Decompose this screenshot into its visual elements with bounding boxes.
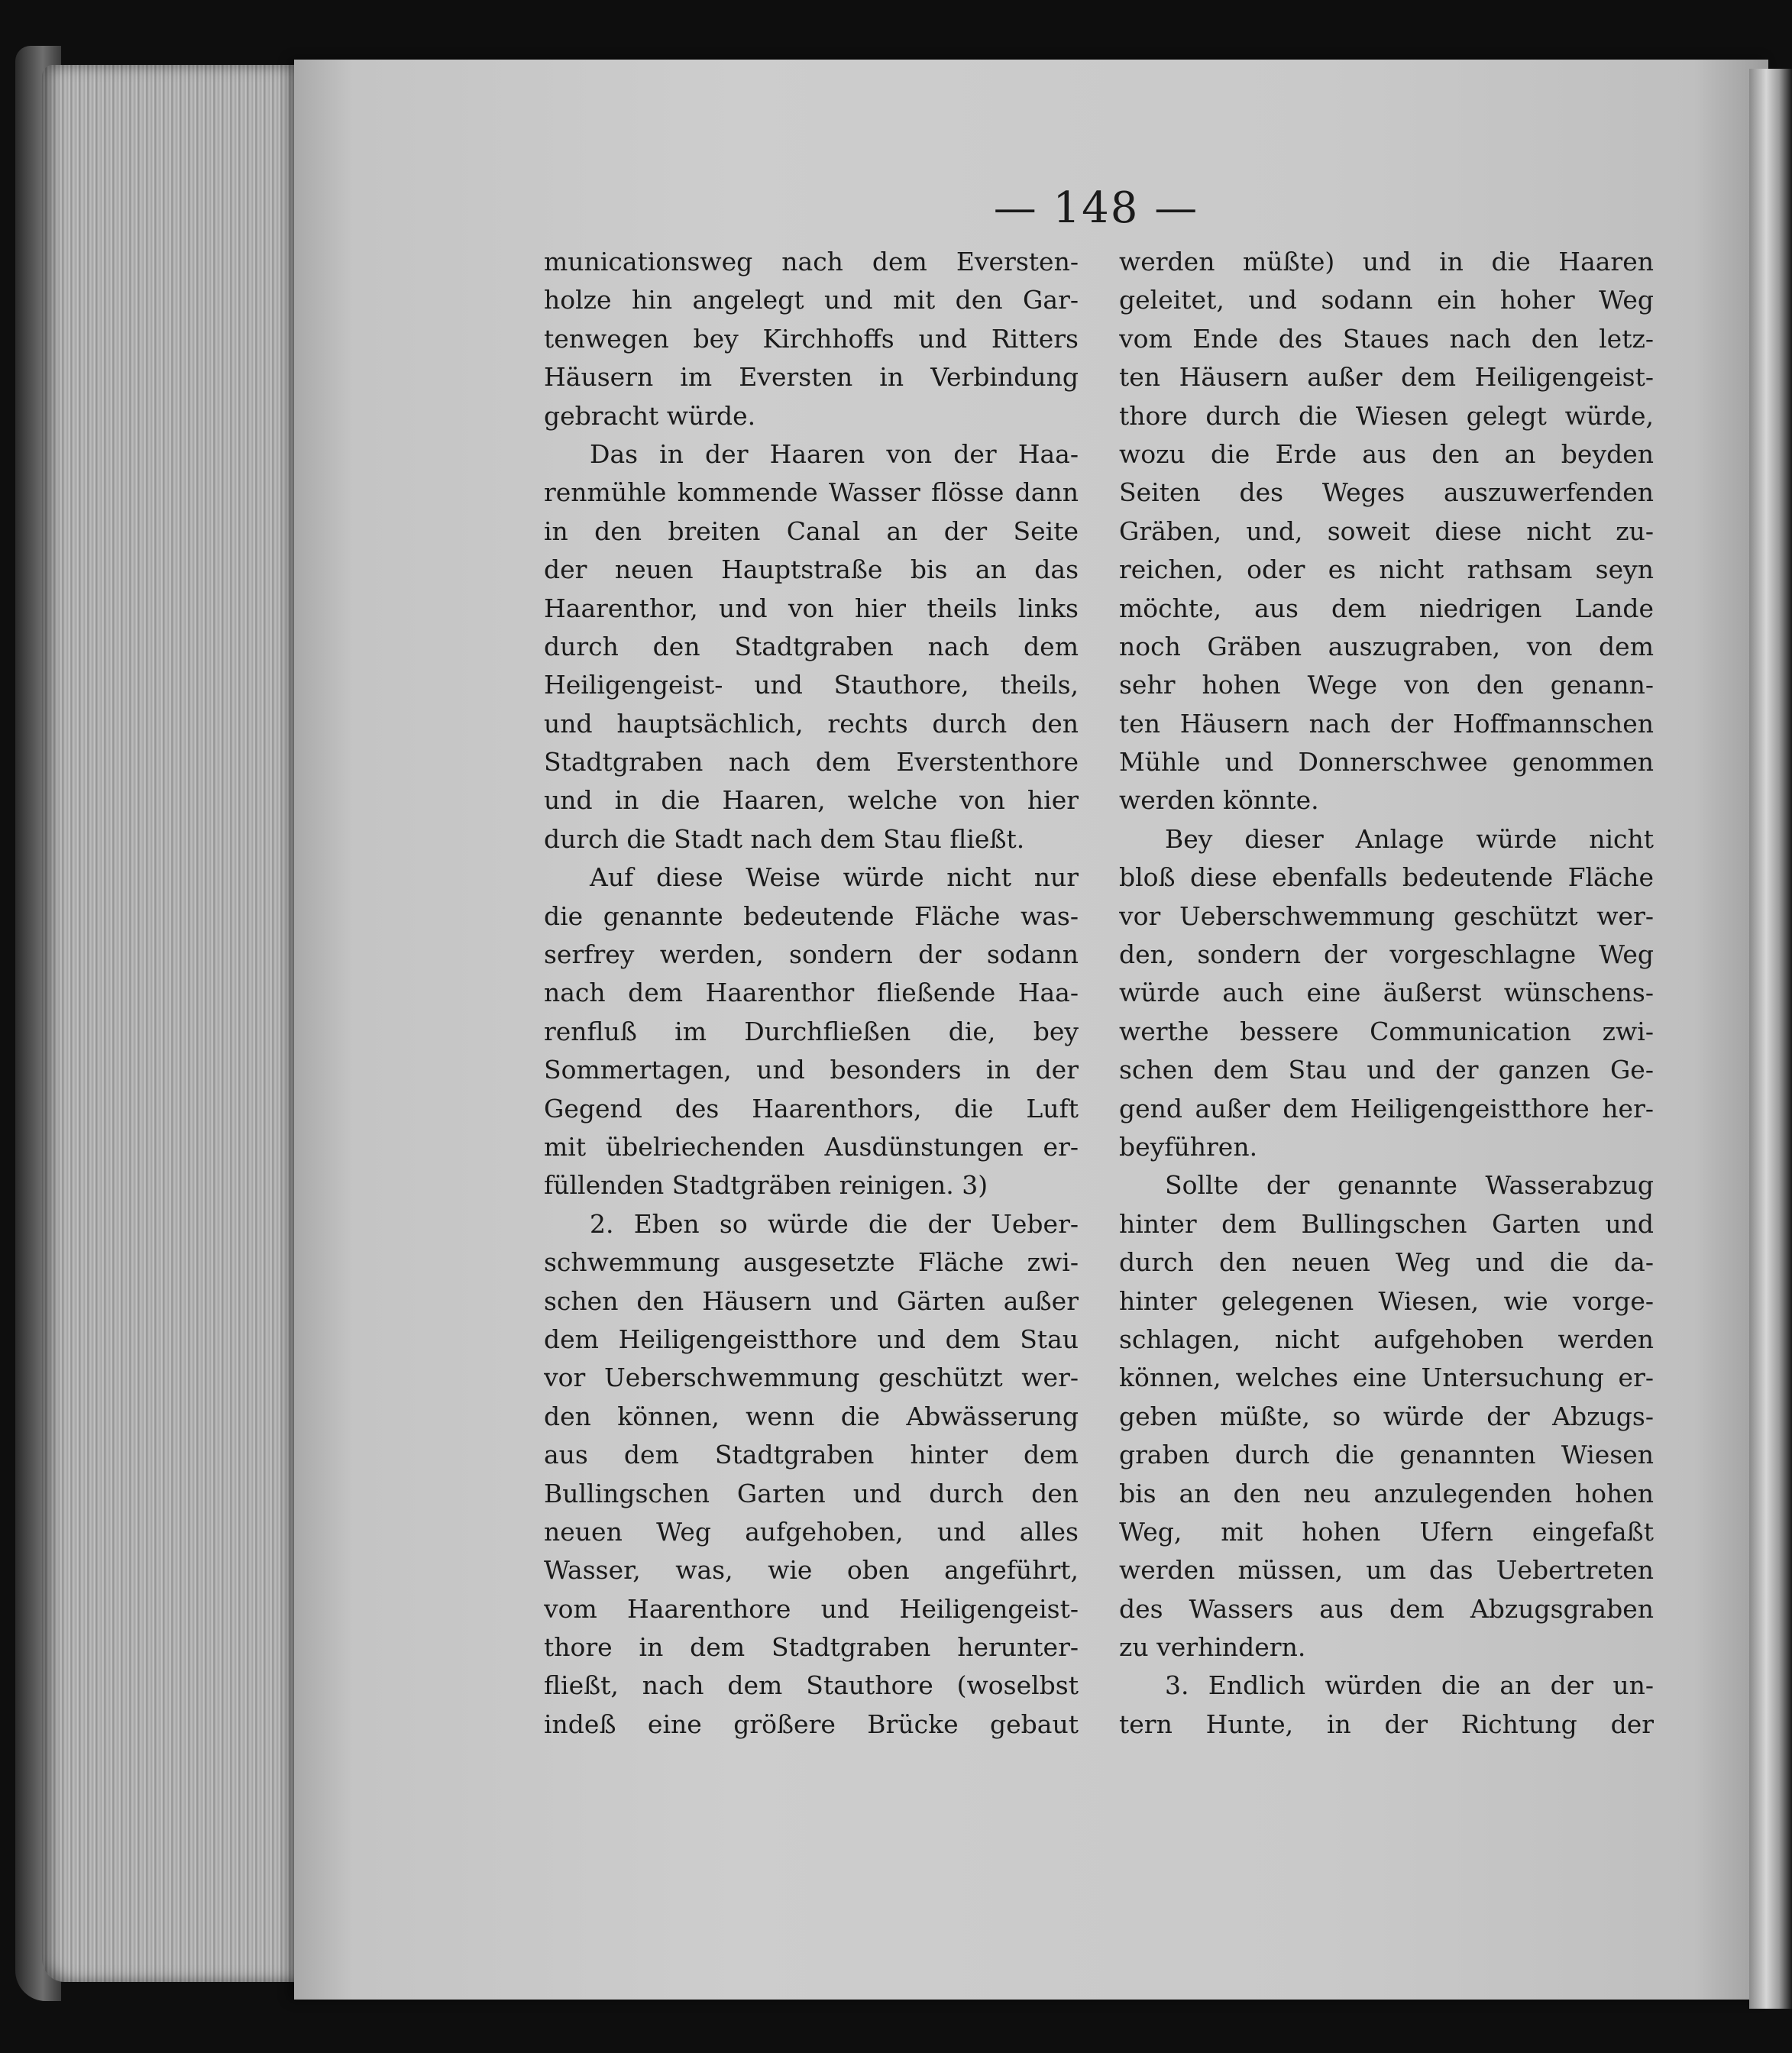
text-line: des Wassers aus dem Abzugsgraben (1119, 1593, 1654, 1624)
text-line: aus dem Stadtgraben hinter dem (544, 1440, 1079, 1470)
text-line: renmühle kommende Wasser flösse dann (544, 477, 1079, 508)
text-line: Seiten des Weges auszuwerfenden (1119, 477, 1654, 508)
text-line: geben müßte, so würde der Abzugs- (1119, 1401, 1654, 1431)
right-text-column (1119, 243, 1654, 1744)
text-line: Bullingschen Garten und durch den (544, 1478, 1079, 1508)
text-line: werthe bessere Communication zwi- (1119, 1016, 1654, 1046)
text-line: holze hin angelegt und mit den Gar- (544, 285, 1079, 315)
text-line: durch den neuen Weg und die da- (1119, 1247, 1654, 1278)
text-line: hinter dem Bullingschen Garten und (1119, 1208, 1654, 1239)
text-line: 2. Eben so würde die der Ueber- (590, 1208, 1079, 1239)
text-line: durch den Stadtgraben nach dem (544, 631, 1079, 661)
text-line: schwemmung ausgesetzte Fläche zwi- (544, 1247, 1079, 1278)
text-line: den, sondern der vorgeschlagne Weg (1119, 939, 1654, 970)
text-line: Sommertagen, und besonders in der (544, 1055, 1079, 1085)
text-line: tern Hunte, in der Richtung der (1119, 1709, 1654, 1739)
text-line: schen den Häusern und Gärten außer (544, 1285, 1079, 1316)
text-line: Gegend des Haarenthors, die Luft (544, 1093, 1079, 1123)
text-line: beyführen. (1119, 1131, 1258, 1162)
text-line: gend außer dem Heiligengeistthore her- (1119, 1093, 1654, 1123)
text-line: thore in dem Stadtgraben herunter- (544, 1632, 1079, 1663)
text-line: bloß diese ebenfalls bedeutende Fläche (1119, 862, 1654, 893)
text-line: renfluß im Durchfließen die, bey (544, 1016, 1079, 1046)
text-line: vor Ueberschwemmung geschützt wer- (1119, 900, 1654, 931)
text-line: würde auch eine äußerst wünschens- (1119, 978, 1654, 1008)
page-stack-edges (42, 65, 294, 1982)
left-text-column (544, 243, 1079, 1744)
text-line: geleitet, und sodann ein hoher Weg (1119, 285, 1654, 315)
text-line: ten Häusern nach der Hoffmannschen (1119, 708, 1654, 739)
text-line: Heiligengeist- und Stauthore, theils, (544, 670, 1079, 700)
right-page-edge (1749, 69, 1792, 2009)
text-line: indeß eine größere Brücke gebaut (544, 1709, 1079, 1739)
text-line: Auf diese Weise würde nicht nur (590, 862, 1079, 893)
text-line: serfrey werden, sondern der sodann (544, 939, 1079, 970)
text-line: tenwegen bey Kirchhoffs und Ritters (544, 323, 1079, 354)
text-line: vom Haarenthore und Heiligengeist- (544, 1593, 1079, 1624)
text-line: hinter gelegenen Wiesen, wie vorge- (1119, 1285, 1654, 1316)
text-line: dem Heiligengeistthore und dem Stau (544, 1324, 1079, 1354)
text-line: vom Ende des Staues nach den letz- (1119, 323, 1654, 354)
text-line: Haarenthor, und von hier theils links (544, 593, 1079, 623)
text-line: den können, wenn die Abwässerung (544, 1401, 1079, 1431)
text-line: die genannte bedeutende Fläche was- (544, 900, 1079, 931)
text-line: in den breiten Canal an der Seite (544, 516, 1079, 546)
text-line: Häusern im Eversten in Verbindung (544, 362, 1079, 393)
text-line: schlagen, nicht aufgehoben werden (1119, 1324, 1654, 1354)
text-line: zu verhindern. (1119, 1632, 1306, 1663)
text-line: Bey dieser Anlage würde nicht (1165, 823, 1654, 854)
text-line: Gräben, und, soweit diese nicht zu- (1119, 516, 1654, 546)
text-line: und in die Haaren, welche von hier (544, 785, 1079, 816)
text-line: schen dem Stau und der ganzen Ge- (1119, 1055, 1654, 1085)
text-line: fließt, nach dem Stauthore (woselbst (544, 1670, 1079, 1701)
text-line: füllenden Stadtgräben reinigen. 3) (544, 1170, 988, 1201)
text-line: ten Häusern außer dem Heiligengeist- (1119, 362, 1654, 393)
text-line: noch Gräben auszugraben, von dem (1119, 631, 1654, 661)
text-line: graben durch die genannten Wiesen (1119, 1440, 1654, 1470)
text-line: der neuen Hauptstraße bis an das (544, 554, 1079, 585)
text-line: Stadtgraben nach dem Everstenthore (544, 747, 1079, 778)
text-line: werden müssen, um das Uebertreten (1119, 1555, 1654, 1586)
text-line: Mühle und Donnerschwee genommen (1119, 747, 1654, 778)
text-line: durch die Stadt nach dem Stau fließt. (544, 823, 1025, 854)
text-line: Das in der Haaren von der Haa- (590, 438, 1079, 469)
text-line: werden könnte. (1119, 785, 1319, 816)
text-line: mit übelriechenden Ausdünstungen er- (544, 1131, 1079, 1162)
text-line: werden müßte) und in die Haaren (1119, 247, 1654, 276)
text-line: nach dem Haarenthor fließende Haa- (544, 978, 1079, 1008)
text-line: sehr hohen Wege von den genann- (1119, 670, 1654, 700)
text-line: neuen Weg aufgehoben, und alles (544, 1516, 1079, 1547)
text-line: wozu die Erde aus den an beyden (1119, 438, 1654, 469)
text-line: Sollte der genannte Wasserabzug (1165, 1170, 1654, 1201)
text-line: Wasser, was, wie oben angeführt, (544, 1555, 1079, 1586)
text-line: 3. Endlich würden die an der un- (1165, 1670, 1654, 1701)
page-number: — 148 — (993, 183, 1199, 233)
text-line: gebracht würde. (544, 400, 756, 431)
text-line: können, welches eine Untersuchung er- (1119, 1363, 1654, 1393)
text-line: municationsweg nach dem Eversten- (544, 247, 1079, 276)
text-line: vor Ueberschwemmung geschützt wer- (544, 1363, 1079, 1393)
text-line: reichen, oder es nicht rathsam seyn (1119, 554, 1654, 585)
text-line: Weg, mit hohen Ufern eingefaßt (1119, 1516, 1654, 1547)
text-line: möchte, aus dem niedrigen Lande (1119, 593, 1654, 623)
text-line: und hauptsächlich, rechts durch den (544, 708, 1079, 739)
text-line: thore durch die Wiesen gelegt würde, (1119, 400, 1654, 431)
text-line: bis an den neu anzulegenden hohen (1119, 1478, 1654, 1508)
